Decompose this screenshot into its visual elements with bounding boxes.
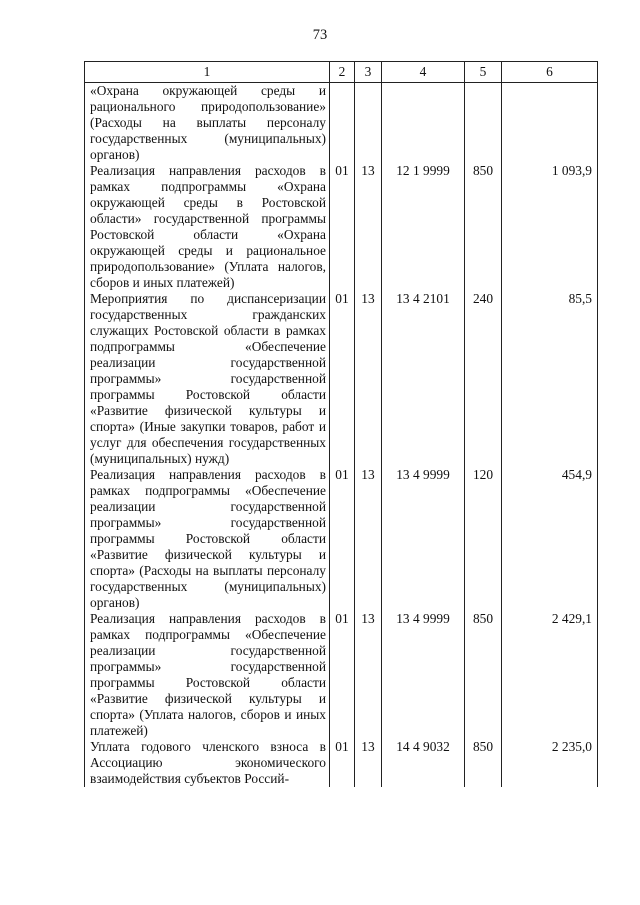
row-expense-type: 850 bbox=[465, 611, 502, 739]
row-amount: 2 429,1 bbox=[502, 611, 598, 739]
row-amount: 1 093,9 bbox=[502, 163, 598, 291]
row-amount: 454,9 bbox=[502, 467, 598, 611]
row-description: Реализация направления расходов в рамках подпрограммы «Охрана окружающей среды в Ростовской области» государственной программы Ростовской области «Охрана окружающей среды и рациональное природопользование» (Уплата налогов, сборов и иных платежей) bbox=[85, 163, 330, 291]
column-header-4: 4 bbox=[382, 62, 465, 83]
row-expense-type: 850 bbox=[465, 739, 502, 787]
row-amount: 2 235,0 bbox=[502, 739, 598, 787]
page-number: 73 bbox=[312, 27, 328, 43]
budget-table bbox=[84, 61, 598, 787]
column-header-1: 1 bbox=[85, 62, 330, 83]
row-description: Мероприятия по диспансеризации государственных гражданских служащих Ростовской области в рамках подпрограммы «Обеспечение реализации государственной программы» государственной программы Ростовской области «Развитие физической культуры и спорта» (Иные закупки товаров, работ и услуг для обеспечения государственных (муниципальных) нужд) bbox=[85, 291, 330, 467]
row-subsection-code: 13 bbox=[355, 467, 382, 611]
row-subsection-code: 13 bbox=[355, 739, 382, 787]
table-row bbox=[85, 467, 598, 611]
column-header-5: 5 bbox=[465, 62, 502, 83]
column-header-2: 2 bbox=[330, 62, 355, 83]
row-description: «Охрана окружающей среды и рационального природопользование» (Расходы на выплаты персоналу государственных (муниципальных) органов) bbox=[85, 83, 330, 164]
row-target-article: 13 4 9999 bbox=[382, 611, 465, 739]
row-section-code bbox=[330, 83, 355, 164]
table-row bbox=[85, 739, 598, 787]
row-section-code: 01 bbox=[330, 467, 355, 611]
row-section-code: 01 bbox=[330, 291, 355, 467]
row-subsection-code bbox=[355, 83, 382, 164]
row-amount bbox=[502, 83, 598, 164]
row-target-article: 13 4 9999 bbox=[382, 467, 465, 611]
row-amount: 85,5 bbox=[502, 291, 598, 467]
column-header-6: 6 bbox=[502, 62, 598, 83]
row-section-code: 01 bbox=[330, 739, 355, 787]
row-description: Уплата годового членского взноса в Ассоциацию экономического взаимодействия субъектов Россий- bbox=[85, 739, 330, 787]
table-header-row bbox=[85, 62, 598, 83]
row-section-code: 01 bbox=[330, 611, 355, 739]
row-subsection-code: 13 bbox=[355, 611, 382, 739]
row-target-article bbox=[382, 83, 465, 164]
table-row bbox=[85, 83, 598, 164]
row-target-article: 13 4 2101 bbox=[382, 291, 465, 467]
table-row bbox=[85, 611, 598, 739]
row-section-code: 01 bbox=[330, 163, 355, 291]
row-expense-type: 240 bbox=[465, 291, 502, 467]
row-expense-type: 120 bbox=[465, 467, 502, 611]
row-target-article: 12 1 9999 bbox=[382, 163, 465, 291]
table-row bbox=[85, 163, 598, 291]
table-row bbox=[85, 291, 598, 467]
row-target-article: 14 4 9032 bbox=[382, 739, 465, 787]
row-subsection-code: 13 bbox=[355, 291, 382, 467]
row-description: Реализация направления расходов в рамках подпрограммы «Обеспечение реализации государственной программы» государственной программы Ростовской области «Развитие физической культуры и спорта» (Уплата налогов, сборов и иных платежей) bbox=[85, 611, 330, 739]
row-expense-type: 850 bbox=[465, 163, 502, 291]
row-expense-type bbox=[465, 83, 502, 164]
row-description: Реализация направления расходов в рамках подпрограммы «Обеспечение реализации государственной программы» государственной программы Ростовской области «Развитие физической культуры и спорта» (Расходы на выплаты персоналу государственных (муниципальных) органов) bbox=[85, 467, 330, 611]
column-header-3: 3 bbox=[355, 62, 382, 83]
row-subsection-code: 13 bbox=[355, 163, 382, 291]
